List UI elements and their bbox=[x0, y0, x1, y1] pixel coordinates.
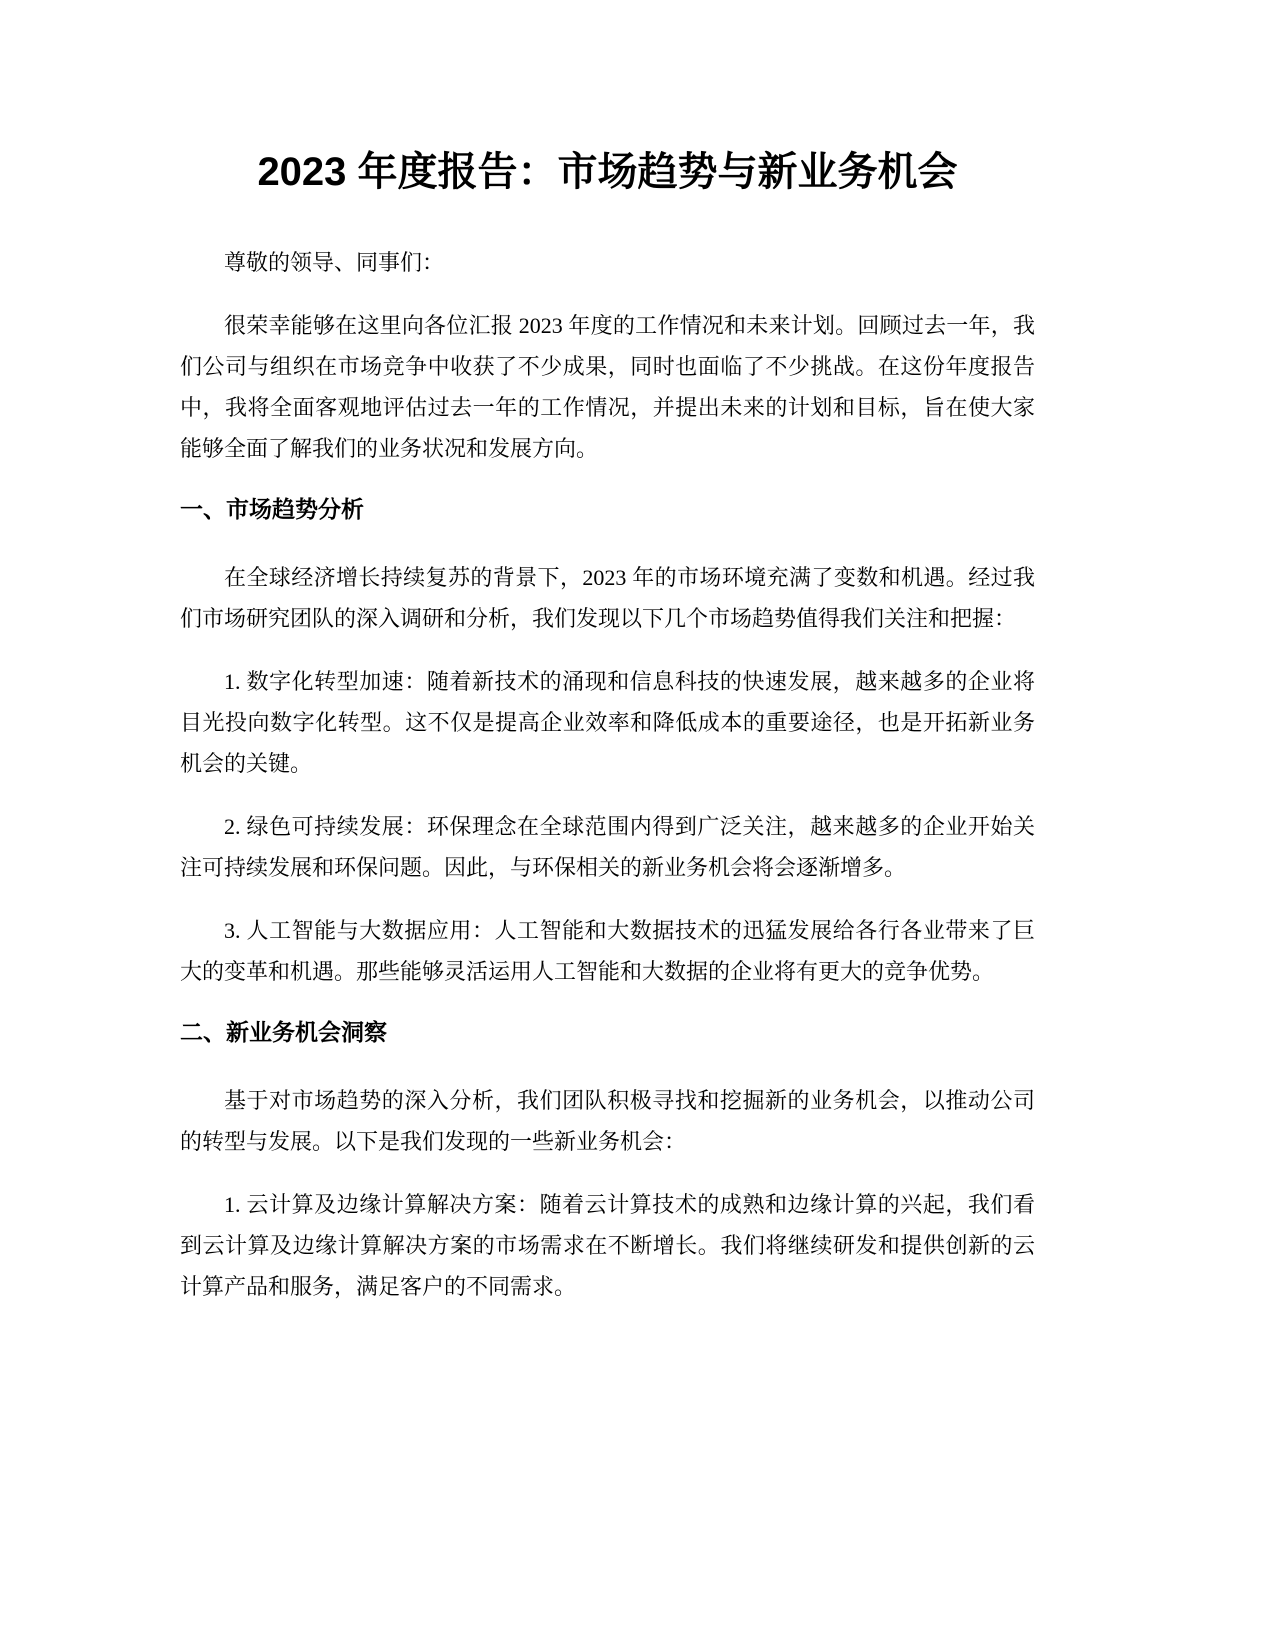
intro-paragraph: 很荣幸能够在这里向各位汇报 2023 年度的工作情况和未来计划。回顾过去一年，我们公司与组织在市场竞争中收获了不少成果，同时也面临了不少挑战。在这份年度报告中，我将全面客观地评估过去一年的工作情况，并提出未来的计划和目标，旨在使大家能够全面了解我们的业务状况和发展方向。 bbox=[180, 313, 1035, 461]
trend-item-digital-transformation: 1. 数字化转型加速：随着新技术的涌现和信息科技的快速发展，越来越多的企业将目光投向数字化转型。这不仅是提高企业效率和降低成本的重要途径，也是开拓新业务机会的关键。 bbox=[180, 669, 1035, 776]
market-trends-intro-paragraph: 在全球经济增长持续复苏的背景下，2023 年的市场环境充满了变数和机遇。经过我们市场研究团队的深入调研和分析，我们发现以下几个市场趋势值得我们关注和把握： bbox=[180, 565, 1035, 631]
trend-item-ai-big-data: 3. 人工智能与大数据应用：人工智能和大数据技术的迅猛发展给各行各业带来了巨大的变革和机遇。那些能够灵活运用人工智能和大数据的企业将有更大的竞争优势。 bbox=[180, 918, 1035, 984]
greeting-paragraph: 尊敬的领导、同事们： bbox=[224, 250, 445, 275]
section-heading-new-business: 二、新业务机会洞察 bbox=[180, 1019, 387, 1045]
opportunity-item-cloud-edge: 1. 云计算及边缘计算解决方案：随着云计算技术的成熟和边缘计算的兴起，我们看到云计算及边缘计算解决方案的市场需求在不断增长。我们将继续研发和提供创新的云计算产品和服务，满足客户的不同需求。 bbox=[180, 1192, 1035, 1299]
new-business-intro-paragraph: 基于对市场趋势的深入分析，我们团队积极寻找和挖掘新的业务机会，以推动公司的转型与发展。以下是我们发现的一些新业务机会： bbox=[180, 1088, 1035, 1154]
page-title: 2023 年度报告：市场趋势与新业务机会 bbox=[257, 150, 958, 194]
trend-item-green-sustainability: 2. 绿色可持续发展：环保理念在全球范围内得到广泛关注，越来越多的企业开始关注可持续发展和环保问题。因此，与环保相关的新业务机会将会逐渐增多。 bbox=[180, 814, 1035, 880]
document-body bbox=[180, 140, 1035, 1329]
section-heading-market-trends: 一、市场趋势分析 bbox=[180, 496, 364, 522]
